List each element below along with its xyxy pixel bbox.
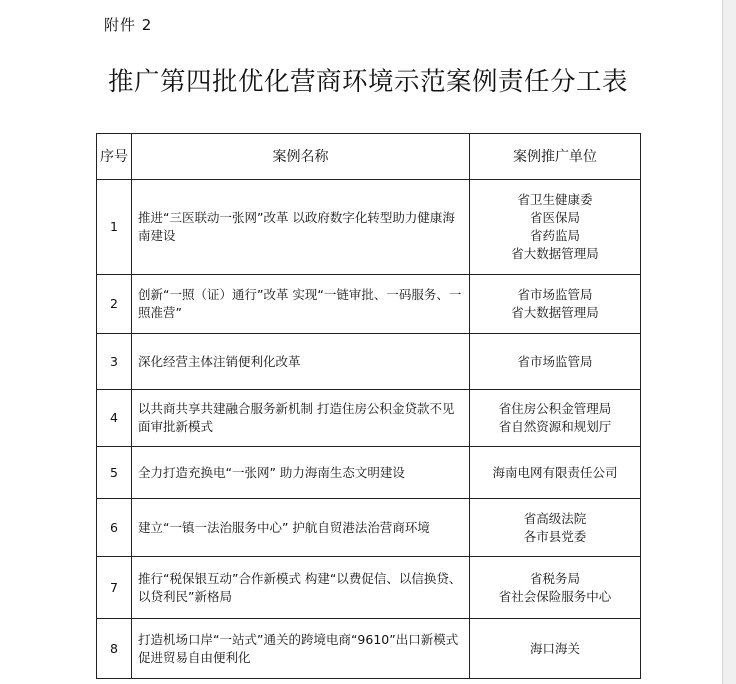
unit: 省自然资源和规划厅 bbox=[498, 419, 612, 434]
table-row bbox=[97, 447, 641, 499]
unit: 省医保局 bbox=[529, 210, 580, 225]
row-case-name: 建立“一镇一法治服务中心” 护航自贸港法治营商环境 bbox=[132, 499, 470, 557]
unit: 省市场监管局 bbox=[517, 287, 593, 302]
row-no: 2 bbox=[97, 275, 132, 334]
table-row bbox=[97, 619, 641, 679]
row-no: 1 bbox=[97, 180, 132, 275]
row-case-name: 推进“三医联动一张网”改革 以政府数字化转型助力健康海南建设 bbox=[132, 180, 470, 275]
row-units bbox=[470, 619, 641, 679]
unit: 省卫生健康委 bbox=[517, 192, 593, 207]
unit: 各市县党委 bbox=[523, 528, 587, 544]
page-title: 推广第四批优化营商环境示范案例责任分工表 bbox=[107, 67, 628, 97]
table-row bbox=[97, 390, 641, 447]
row-no: 4 bbox=[97, 390, 132, 447]
unit: 省大数据管理局 bbox=[511, 246, 599, 261]
unit: 省社会保险服务中心 bbox=[498, 588, 612, 604]
row-units bbox=[470, 334, 641, 390]
row-case-name: 深化经营主体注销便利化改革 bbox=[132, 334, 470, 390]
table-row bbox=[97, 180, 641, 275]
row-case-name: 全力打造充换电“一张网” 助力海南生态文明建设 bbox=[132, 447, 470, 499]
unit: 省高级法院 bbox=[523, 510, 587, 526]
table-row bbox=[97, 557, 641, 619]
header-unit: 案例推广单位 bbox=[470, 134, 641, 180]
table-header-row bbox=[97, 134, 641, 180]
header-case-name: 案例名称 bbox=[132, 134, 470, 180]
row-case-name: 创新“一照（证）通行”改革 实现“一链审批、一码服务、一照准营” bbox=[132, 275, 470, 334]
row-case-name: 推行“税保银互动”合作新模式 构建“以费促信、以信换贷、以贷利民”新格局 bbox=[132, 557, 470, 619]
unit: 省市场监管局 bbox=[517, 353, 593, 369]
row-no: 8 bbox=[97, 619, 132, 679]
row-no: 3 bbox=[97, 334, 132, 390]
row-case-name: 以共商共享共建融合服务新机制 打造住房公积金贷款不见面审批新模式 bbox=[132, 390, 470, 447]
row-units bbox=[470, 180, 641, 275]
row-units bbox=[470, 390, 641, 447]
table-row bbox=[97, 334, 641, 390]
vertical-scrollbar[interactable] bbox=[723, 0, 736, 684]
row-units bbox=[470, 275, 641, 334]
row-units bbox=[470, 447, 641, 499]
row-units bbox=[470, 557, 641, 619]
row-units bbox=[470, 499, 641, 557]
row-no: 5 bbox=[97, 447, 132, 499]
row-no: 7 bbox=[97, 557, 132, 619]
table-row bbox=[97, 499, 641, 557]
unit: 海口海关 bbox=[529, 640, 580, 656]
unit: 省药监局 bbox=[529, 228, 580, 243]
responsibility-table bbox=[96, 133, 641, 679]
table-row bbox=[97, 275, 641, 334]
unit: 海南电网有限责任公司 bbox=[492, 464, 618, 480]
unit: 省税务局 bbox=[529, 570, 580, 586]
header-no: 序号 bbox=[97, 134, 132, 180]
attachment-label: 附件 2 bbox=[104, 16, 153, 34]
unit: 省住房公积金管理局 bbox=[498, 401, 612, 416]
row-case-name: 打造机场口岸“一站式”通关的跨境电商“9610”出口新模式 促进贸易自由便利化 bbox=[132, 619, 470, 679]
row-no: 6 bbox=[97, 499, 132, 557]
unit: 省大数据管理局 bbox=[511, 305, 599, 320]
